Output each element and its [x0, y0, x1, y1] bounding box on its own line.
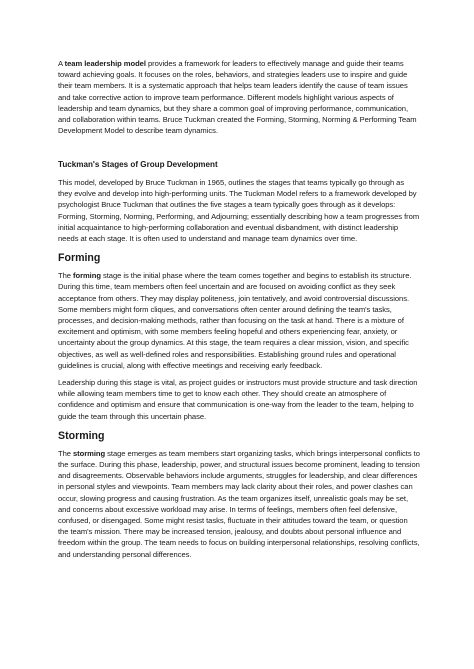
forming-paragraph-1 — [58, 270, 420, 371]
tuckman-heading: Tuckman's Stages of Group Development — [58, 160, 218, 169]
storming-paragraph-1 — [58, 448, 420, 560]
intro-paragraph — [58, 58, 420, 153]
forming-heading: Forming — [58, 252, 101, 265]
intro-term: team leadership model — [64, 59, 146, 68]
storming-prefix: The — [58, 448, 73, 458]
forming-paragraph-2: Leadership during this stage is vital, as project guides or instructors must provide structure and task direction while allowing team members time to get to know each other. They should create an atmosphere of confidence and optimism and ensure that communication is one-way from the leader to the team, helping to guide the team through this uncertain phase. — [58, 378, 418, 421]
storming-text: stage emerges as team members start organizing tasks, which brings interpersonal conflicts to the surface. During this phase, leadership, power, and structural issues become prominent, leading to tension and disagreements. Observable behaviors include arguments, struggles for leadership, and clear differences in personal styles and viewpoints. Team members may lack clarity about their roles, and power clashes can occur, slowing progress and causing frustration. As the team organizes itself, unrealistic goals may be set, and concerns about excessive workload may arise. In terms of feelings, members often feel defensive, confused, or disengaged. Some might resist tasks, fluctuate in their attitudes toward the team, or question the team's mission. There may be increased tension, jealousy, and doubts about personal influence and freedom within the group. The team needs to focus on building interpersonal relationships, resolving conflicts, and understanding personal differences. — [58, 448, 420, 559]
tuckman-paragraph: This model, developed by Bruce Tuckman in 1965, outlines the stages that teams typically go through as they evolve and develop into high-performing units. The Tuckman Model refers to a framework developed by psychologist Bruce Tuckman that outlines the five stages a team typically goes through as it develops: Forming, Storming, Norming, Performing, and Adjourning; essentially describing how a team progresses from initial acquaintance to high-performing collaboration and eventual disbandment, with distinct leadership needs at each stage. It is often used to understand and manage team dynamics over time. — [58, 178, 420, 244]
intro-prefix: A — [58, 59, 65, 68]
forming-term: forming — [73, 271, 101, 281]
storming-heading: Storming — [58, 429, 105, 442]
forming-prefix: The — [58, 271, 73, 281]
document-page — [58, 58, 420, 560]
forming-text: stage is the initial phase where the team comes together and begins to establish its structure. During this time, team members often feel uncertain and are focused on avoiding conflict as they seek acceptance from others. They may display politeness, join tentatively, and avoid controversial discussions. Some members might form cliques, and conversations often center around defining the team's tasks, processes, and decision-making methods, rather than focusing on the task at hand. There is a mixture of excitement and optimism, with some members feeling hopeful and others experiencing fear, anxiety, or uncertainty about the group dynamics. At this stage, the team requires a clear mission, vision, and specific objectives, as well as well-defined roles and responsibilities. Establishing ground rules and operational guidelines is crucial, along with effective meetings and receiving early feedback. — [58, 271, 412, 370]
intro-text: provides a framework for leaders to effectively manage and guide their teams toward achieving goals. It focuses on the roles, behaviors, and strategies leaders use to inspire and guide their team members. It is a systematic approach that helps team leaders identify the cause of team issues and take corrective action to improve team performance. Different models highlight various aspects of leadership and team dynamics, but they share a common goal of improving performance, communication, and collaboration within teams. Bruce Tuckman created the Forming, Storming, Norming & Performing Team Development Model to describe team dynamics. — [58, 59, 417, 136]
storming-term: storming — [73, 448, 106, 458]
